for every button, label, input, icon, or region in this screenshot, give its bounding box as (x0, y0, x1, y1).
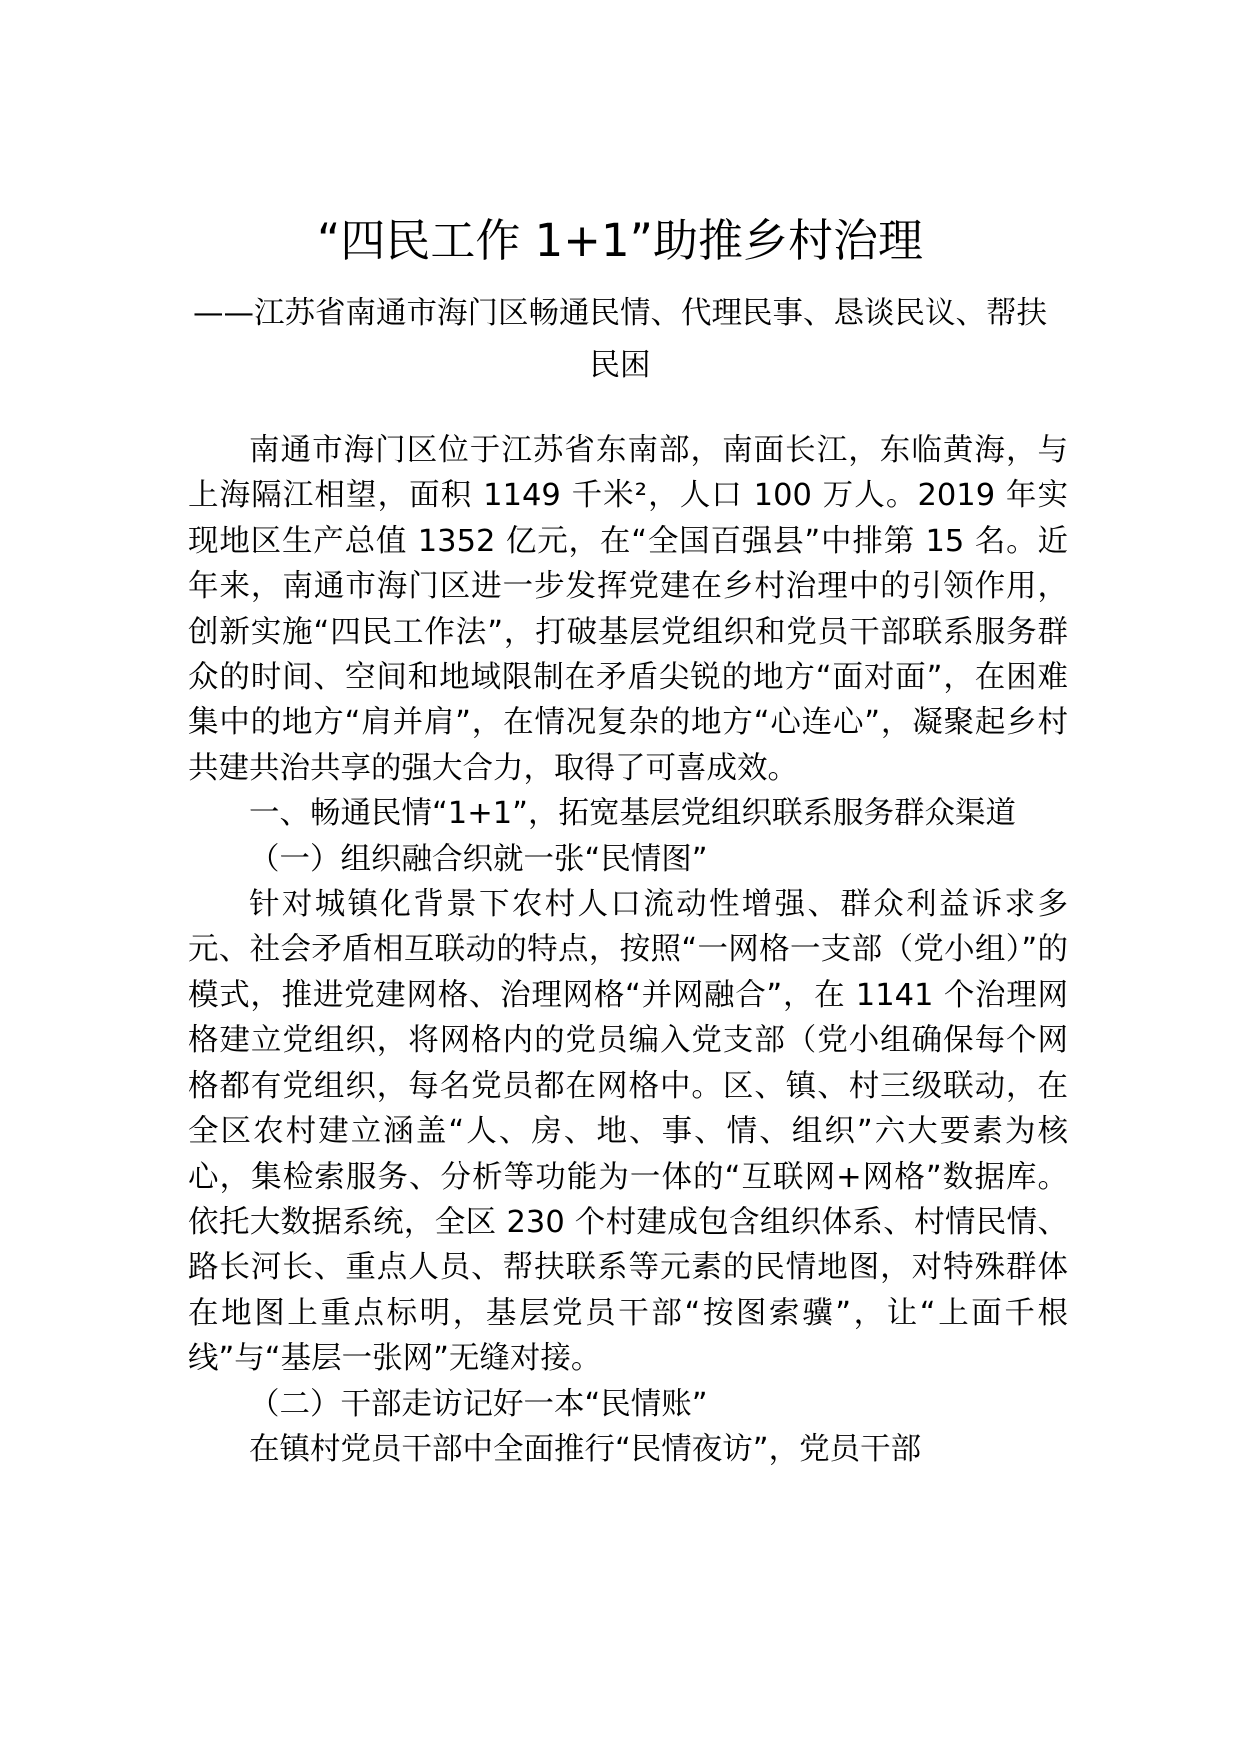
section-heading-1: 一、畅通民情“1+1”，拓宽基层党组织联系服务群众渠道 (249, 796, 1016, 832)
intro-paragraph: 南通市海门区位于江苏省东南部，南面长江，东临黄海，与上海隔江相望，面积 1149 千米²，人口 100 万人。2019 年实现地区生产总值 1352 亿元，在“全国百强县”中排第 15 名。近年来，南通市海门区进一步发挥党建在乡村治理中的引领作用，创新实施“四民工作法”，打破基层党组织和党员干部联系服务群众的时间、空间和地域限制在矛盾尖锐的地方“面对面”，在困难集中的地方“肩并肩”，在情况复杂的地方“心连心”，凝聚起乡村共建共治共享的强大合力，取得了可喜成效。 (188, 433, 1068, 786)
body-paragraph-2: 在镇村党员干部中全面推行“民情夜访”，党员干部 (249, 1431, 922, 1467)
document-body (188, 428, 1068, 1472)
body-paragraph-1: 针对城镇化背景下农村人口流动性增强、群众利益诉求多元、社会矛盾相互联动的特点，按照“一网格一支部（党小组）”的模式，推进党建网格、治理网格“并网融合”，在 1141 个治理网格建立党组织，将网格内的党员编入党支部（党小组确保每个网格都有党组织，每名党员都在网格中。区、镇、村三级联动，在全区农村建立涵盖“人、房、地、事、情、组织”六大要素为核心，集检索服务、分析等功能为一体的“互联网+网格”数据库。依托大数据系统，全区 230 个村建成包含组织体系、村情民情、路长河长、重点人员、帮扶联系等元素的民情地图，对特殊群体在地图上重点标明，基层党员干部“按图索骥”，让“上面千根线”与“基层一张网”无缝对接。 (188, 887, 1068, 1377)
subsection-heading-1: （一）组织融合织就一张“民情图” (249, 841, 708, 877)
subsection-heading-2: （二）干部走访记好一本“民情账” (249, 1386, 708, 1422)
document-title: “四民工作 1+1”助推乡村治理 (317, 214, 923, 267)
document-subtitle: ——江苏省南通市海门区畅通民情、代理民事、恳谈民议、帮扶民困 (193, 296, 1047, 383)
